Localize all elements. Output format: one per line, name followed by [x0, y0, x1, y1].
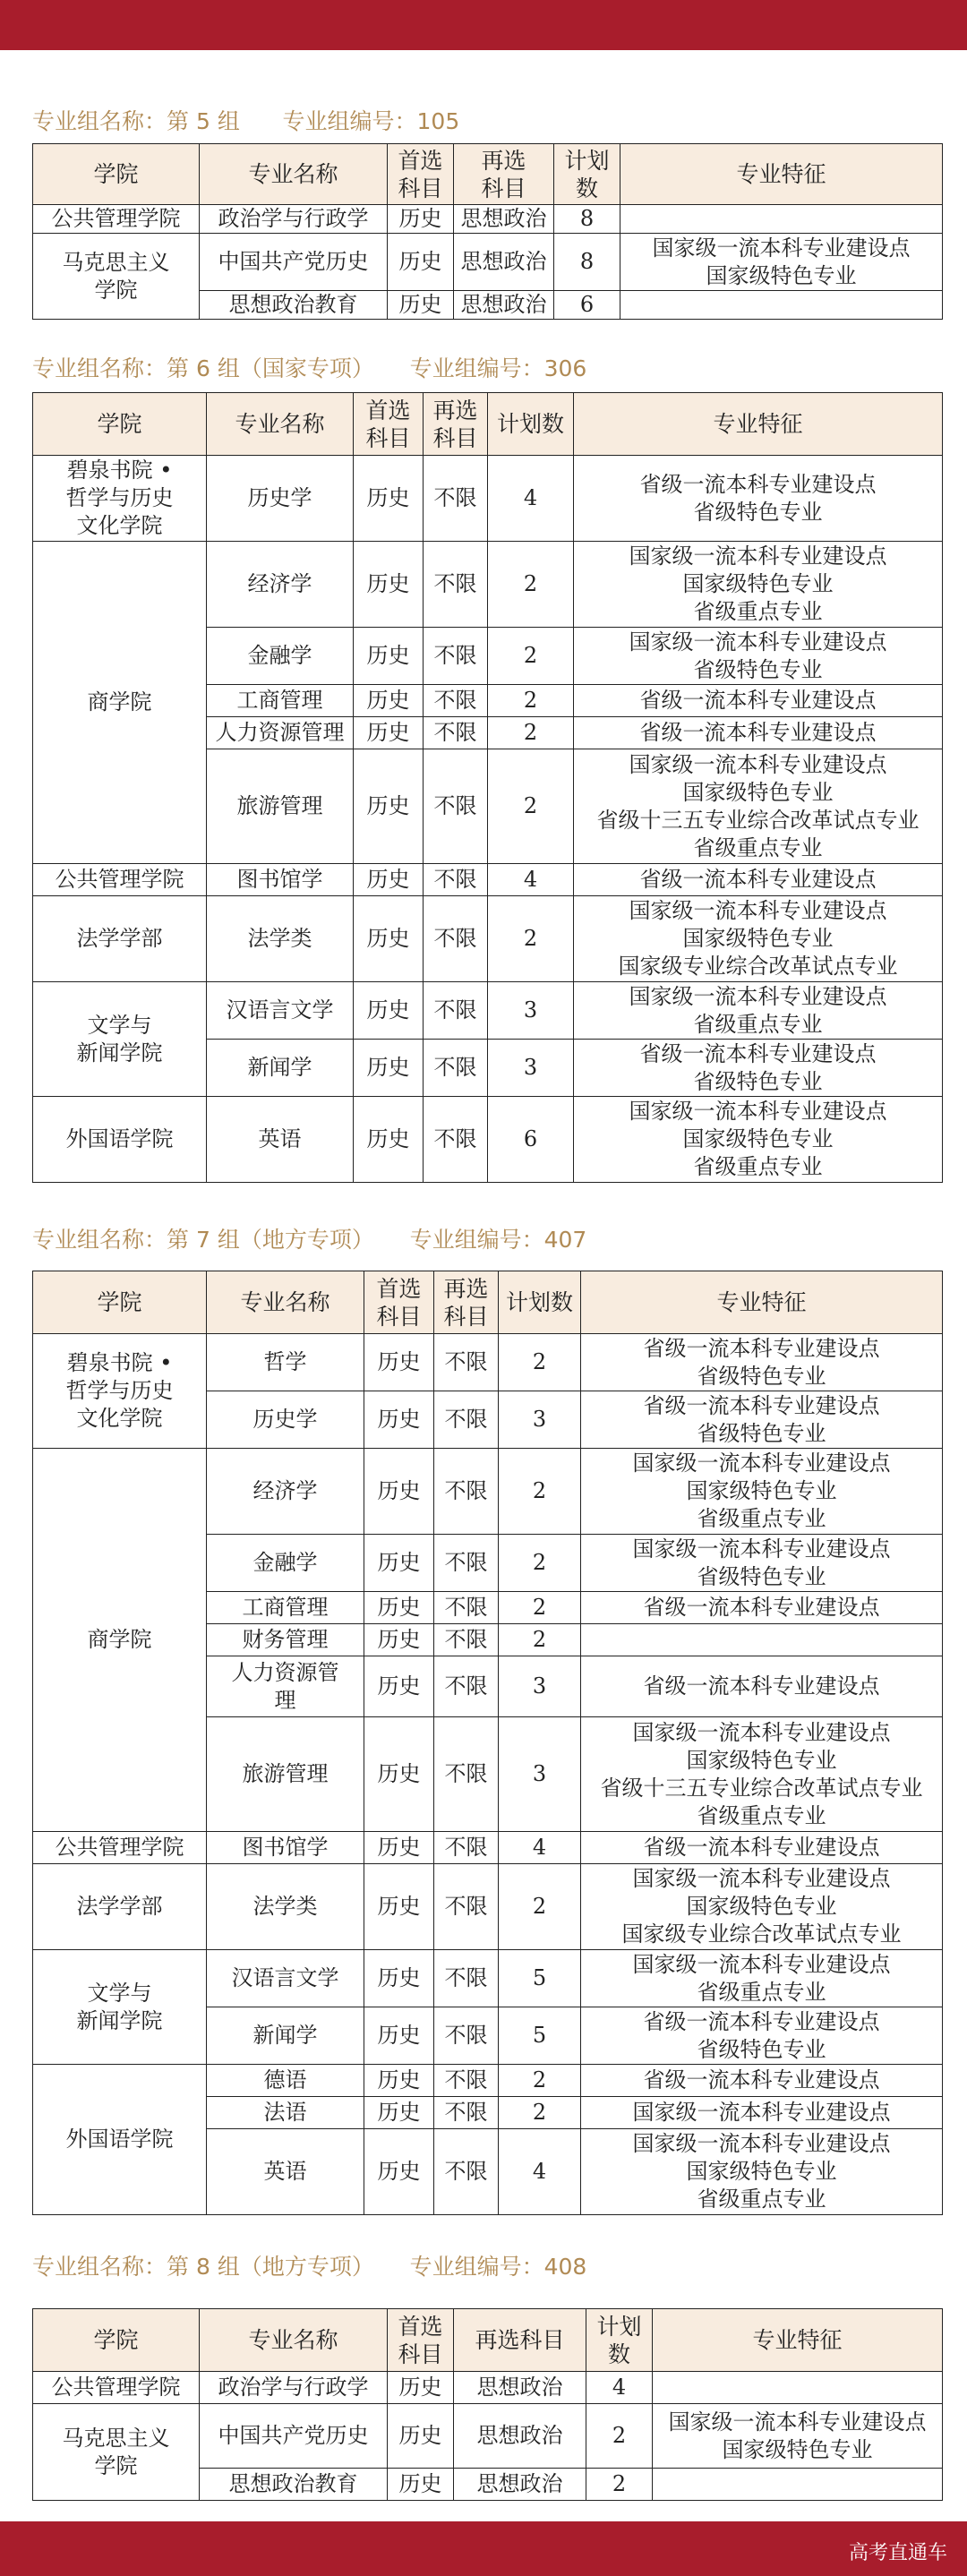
col-major: 专业名称	[200, 144, 388, 205]
table-row	[33, 1449, 943, 1535]
group-7-title: 专业组名称：第 7 组（地方专项） 专业组编号：407	[32, 1227, 587, 1253]
college-cell: 外国语学院	[33, 1097, 207, 1183]
major-cell: 法学类	[207, 896, 354, 982]
second-subject-cell: 思想政治	[454, 291, 554, 320]
first-subject-cell: 历史	[354, 456, 424, 542]
table-row	[33, 1950, 943, 2007]
first-subject-cell: 历史	[364, 1656, 434, 1717]
col-plan: 计划数	[488, 393, 574, 456]
feature-cell: 国家级一流本科专业建设点 国家级特色专业 国家级专业综合改革试点专业	[574, 896, 943, 982]
feature-cell: 省级一流本科专业建设点	[574, 717, 943, 749]
major-cell: 工商管理	[207, 1592, 364, 1624]
second-subject-cell: 不限	[424, 749, 488, 864]
major-cell: 法学类	[207, 1864, 364, 1950]
plan-cell: 3	[499, 1656, 581, 1717]
bottom-banner	[0, 2521, 967, 2576]
second-subject-cell: 思想政治	[454, 2372, 586, 2404]
major-cell: 政治学与行政学	[200, 2372, 388, 2404]
col-major: 专业名称	[207, 1271, 364, 1334]
table-row	[33, 2372, 943, 2404]
footer-brand: 高考直通车	[848, 2542, 947, 2564]
college-cell: 商学院	[33, 1449, 207, 1832]
first-subject-cell: 历史	[388, 2469, 454, 2501]
college-cell: 公共管理学院	[33, 1832, 207, 1864]
major-cell: 德语	[207, 2065, 364, 2097]
col-feature: 专业特征	[574, 393, 943, 456]
first-subject-cell: 历史	[388, 2404, 454, 2469]
college-cell: 文学与 新闻学院	[33, 982, 207, 1097]
second-subject-cell: 不限	[434, 1592, 499, 1624]
second-subject-cell: 不限	[434, 1864, 499, 1950]
col-second-subject: 再选 科目	[434, 1271, 499, 1334]
second-subject-cell: 不限	[424, 1097, 488, 1183]
table-row	[33, 234, 943, 291]
col-first-subject: 首选 科目	[388, 144, 454, 205]
header-row	[33, 1271, 943, 1334]
plan-cell: 3	[488, 982, 574, 1040]
plan-cell: 2	[499, 1449, 581, 1535]
plan-cell: 2	[488, 896, 574, 982]
feature-cell: 省级一流本科专业建设点 省级特色专业	[581, 1334, 943, 1391]
second-subject-cell: 不限	[424, 717, 488, 749]
college-cell: 马克思主义 学院	[33, 2404, 200, 2501]
feature-cell: 国家级一流本科专业建设点 国家级特色专业 省级十三五专业综合改革试点专业 省级重点专业	[574, 749, 943, 864]
first-subject-cell: 历史	[364, 1832, 434, 1864]
second-subject-cell: 不限	[434, 2065, 499, 2097]
major-cell: 人力资源管理	[207, 717, 354, 749]
col-plan: 计划 数	[554, 144, 620, 205]
feature-cell: 国家级一流本科专业建设点 国家级特色专业 省级重点专业	[581, 2129, 943, 2215]
major-cell: 工商管理	[207, 685, 354, 717]
header-row	[33, 144, 943, 205]
plan-cell: 5	[499, 1950, 581, 2007]
feature-cell: 国家级一流本科专业建设点 国家级特色专业 国家级专业综合改革试点专业	[581, 1864, 943, 1950]
first-subject-cell: 历史	[364, 1864, 434, 1950]
feature-cell: 国家级一流本科专业建设点	[581, 2097, 943, 2129]
first-subject-cell: 历史	[364, 1592, 434, 1624]
feature-cell: 省级一流本科专业建设点	[581, 2065, 943, 2097]
second-subject-cell: 不限	[434, 1832, 499, 1864]
table-row	[33, 1864, 943, 1950]
feature-cell: 省级一流本科专业建设点	[574, 864, 943, 896]
group-6-title: 专业组名称：第 6 组（国家专项） 专业组编号：306	[32, 355, 587, 381]
feature-cell: 国家级一流本科专业建设点 国家级特色专业 省级重点专业	[574, 1097, 943, 1183]
first-subject-cell: 历史	[364, 1950, 434, 2007]
feature-cell	[620, 291, 943, 320]
second-subject-cell: 不限	[434, 2129, 499, 2215]
col-first-subject: 首选 科目	[388, 2309, 454, 2372]
second-subject-cell: 不限	[424, 542, 488, 628]
plan-cell: 2	[499, 1864, 581, 1950]
col-plan: 计划数	[499, 1271, 581, 1334]
first-subject-cell: 历史	[354, 982, 424, 1040]
feature-cell: 国家级一流本科专业建设点 国家级特色专业	[620, 234, 943, 291]
feature-cell: 国家级一流本科专业建设点 国家级特色专业 省级十三五专业综合改革试点专业 省级重点专业	[581, 1717, 943, 1832]
plan-cell: 2	[499, 1624, 581, 1656]
first-subject-cell: 历史	[354, 542, 424, 628]
major-cell: 新闻学	[207, 2007, 364, 2065]
college-cell: 公共管理学院	[33, 2372, 200, 2404]
plan-cell: 2	[499, 2065, 581, 2097]
col-second-subject: 再选科目	[454, 2309, 586, 2372]
second-subject-cell: 不限	[434, 1449, 499, 1535]
group-7-table	[32, 1271, 943, 2215]
feature-cell: 省级一流本科专业建设点 省级特色专业	[574, 1040, 943, 1097]
major-cell: 中国共产党历史	[200, 2404, 388, 2469]
table-row	[33, 982, 943, 1040]
feature-cell: 省级一流本科专业建设点	[581, 1656, 943, 1717]
feature-cell: 省级一流本科专业建设点	[574, 685, 943, 717]
first-subject-cell: 历史	[354, 1040, 424, 1097]
col-college: 学院	[33, 1271, 207, 1334]
second-subject-cell: 不限	[434, 1717, 499, 1832]
second-subject-cell: 不限	[434, 1624, 499, 1656]
major-cell: 新闻学	[207, 1040, 354, 1097]
major-cell: 金融学	[207, 1535, 364, 1592]
major-cell: 中国共产党历史	[200, 234, 388, 291]
plan-cell: 8	[554, 205, 620, 234]
feature-cell	[653, 2372, 943, 2404]
plan-cell: 2	[499, 1592, 581, 1624]
first-subject-cell: 历史	[364, 1535, 434, 1592]
second-subject-cell: 不限	[424, 864, 488, 896]
major-cell: 英语	[207, 2129, 364, 2215]
top-banner	[0, 0, 967, 50]
major-cell: 汉语言文学	[207, 982, 354, 1040]
table-row	[33, 2404, 943, 2469]
group-5-table	[32, 143, 943, 320]
major-cell: 历史学	[207, 456, 354, 542]
major-cell: 旅游管理	[207, 1717, 364, 1832]
first-subject-cell: 历史	[364, 2007, 434, 2065]
first-subject-cell: 历史	[354, 685, 424, 717]
plan-cell: 6	[554, 291, 620, 320]
col-feature: 专业特征	[581, 1271, 943, 1334]
feature-cell: 国家级一流本科专业建设点 省级特色专业	[574, 628, 943, 685]
col-college: 学院	[33, 144, 200, 205]
second-subject-cell: 思想政治	[454, 2404, 586, 2469]
college-cell: 法学学部	[33, 896, 207, 982]
major-cell: 思想政治教育	[200, 2469, 388, 2501]
major-cell: 哲学	[207, 1334, 364, 1391]
plan-cell: 2	[499, 2097, 581, 2129]
plan-cell: 2	[586, 2404, 653, 2469]
major-cell: 旅游管理	[207, 749, 354, 864]
plan-cell: 2	[488, 685, 574, 717]
first-subject-cell: 历史	[388, 2372, 454, 2404]
college-cell: 商学院	[33, 542, 207, 864]
plan-cell: 3	[488, 1040, 574, 1097]
first-subject-cell: 历史	[354, 864, 424, 896]
college-cell: 法学学部	[33, 1864, 207, 1950]
second-subject-cell: 不限	[424, 982, 488, 1040]
header-row	[33, 2309, 943, 2372]
college-cell: 公共管理学院	[33, 864, 207, 896]
major-cell: 英语	[207, 1097, 354, 1183]
feature-cell	[653, 2469, 943, 2501]
col-second-subject: 再选 科目	[454, 144, 554, 205]
table-row	[33, 2065, 943, 2097]
first-subject-cell: 历史	[388, 205, 454, 234]
college-cell: 文学与 新闻学院	[33, 1950, 207, 2065]
col-feature: 专业特征	[620, 144, 943, 205]
major-cell: 经济学	[207, 1449, 364, 1535]
college-cell: 公共管理学院	[33, 205, 200, 234]
second-subject-cell: 不限	[434, 1656, 499, 1717]
college-cell: 外国语学院	[33, 2065, 207, 2215]
major-cell: 法语	[207, 2097, 364, 2129]
second-subject-cell: 不限	[434, 1391, 499, 1449]
feature-cell: 国家级一流本科专业建设点 国家级特色专业	[653, 2404, 943, 2469]
major-cell: 汉语言文学	[207, 1950, 364, 2007]
first-subject-cell: 历史	[364, 2129, 434, 2215]
plan-cell: 3	[499, 1391, 581, 1449]
table-row	[33, 864, 943, 896]
table-row	[33, 1334, 943, 1391]
second-subject-cell: 思想政治	[454, 2469, 586, 2501]
table-row	[33, 542, 943, 628]
first-subject-cell: 历史	[354, 896, 424, 982]
college-cell: 马克思主义 学院	[33, 234, 200, 320]
first-subject-cell: 历史	[364, 1624, 434, 1656]
second-subject-cell: 思想政治	[454, 234, 554, 291]
major-cell: 图书馆学	[207, 1832, 364, 1864]
college-cell: 碧泉书院 • 哲学与历史 文化学院	[33, 1334, 207, 1449]
header-row	[33, 393, 943, 456]
second-subject-cell: 不限	[424, 456, 488, 542]
feature-cell: 国家级一流本科专业建设点 国家级特色专业 省级重点专业	[581, 1449, 943, 1535]
second-subject-cell: 不限	[434, 1535, 499, 1592]
first-subject-cell: 历史	[354, 749, 424, 864]
major-cell: 经济学	[207, 542, 354, 628]
col-first-subject: 首选 科目	[354, 393, 424, 456]
plan-cell: 2	[488, 717, 574, 749]
feature-cell: 国家级一流本科专业建设点 省级特色专业	[581, 1535, 943, 1592]
plan-cell: 2	[499, 1535, 581, 1592]
table-row	[33, 1097, 943, 1183]
plan-cell: 4	[499, 2129, 581, 2215]
major-cell: 政治学与行政学	[200, 205, 388, 234]
plan-cell: 2	[488, 749, 574, 864]
col-college: 学院	[33, 393, 207, 456]
table-row	[33, 1832, 943, 1864]
first-subject-cell: 历史	[364, 1334, 434, 1391]
plan-cell: 4	[488, 456, 574, 542]
plan-cell: 2	[488, 542, 574, 628]
first-subject-cell: 历史	[364, 1717, 434, 1832]
second-subject-cell: 不限	[424, 1040, 488, 1097]
major-cell: 金融学	[207, 628, 354, 685]
group-6-table	[32, 392, 943, 1183]
col-plan: 计划 数	[586, 2309, 653, 2372]
feature-cell: 国家级一流本科专业建设点 省级重点专业	[581, 1950, 943, 2007]
first-subject-cell: 历史	[364, 2065, 434, 2097]
second-subject-cell: 不限	[434, 2007, 499, 2065]
feature-cell: 省级一流本科专业建设点 省级特色专业	[574, 456, 943, 542]
feature-cell	[581, 1624, 943, 1656]
plan-cell: 2	[586, 2469, 653, 2501]
group-8-title: 专业组名称：第 8 组（地方专项） 专业组编号：408	[32, 2254, 587, 2280]
first-subject-cell: 历史	[388, 234, 454, 291]
group-8-table	[32, 2308, 943, 2501]
plan-cell: 2	[488, 628, 574, 685]
second-subject-cell: 不限	[434, 1334, 499, 1391]
col-major: 专业名称	[200, 2309, 388, 2372]
plan-cell: 6	[488, 1097, 574, 1183]
first-subject-cell: 历史	[354, 1097, 424, 1183]
major-cell: 人力资源管 理	[207, 1656, 364, 1717]
first-subject-cell: 历史	[354, 628, 424, 685]
col-major: 专业名称	[207, 393, 354, 456]
feature-cell	[620, 205, 943, 234]
first-subject-cell: 历史	[364, 2097, 434, 2129]
second-subject-cell: 不限	[424, 628, 488, 685]
major-cell: 思想政治教育	[200, 291, 388, 320]
feature-cell: 省级一流本科专业建设点	[581, 1832, 943, 1864]
plan-cell: 8	[554, 234, 620, 291]
second-subject-cell: 不限	[424, 685, 488, 717]
major-cell: 财务管理	[207, 1624, 364, 1656]
plan-cell: 4	[586, 2372, 653, 2404]
col-feature: 专业特征	[653, 2309, 943, 2372]
plan-cell: 4	[488, 864, 574, 896]
feature-cell: 省级一流本科专业建设点 省级特色专业	[581, 2007, 943, 2065]
feature-cell: 省级一流本科专业建设点	[581, 1592, 943, 1624]
table-row	[33, 456, 943, 542]
plan-cell: 4	[499, 1832, 581, 1864]
col-first-subject: 首选 科目	[364, 1271, 434, 1334]
major-cell: 图书馆学	[207, 864, 354, 896]
col-college: 学院	[33, 2309, 200, 2372]
feature-cell: 国家级一流本科专业建设点 国家级特色专业 省级重点专业	[574, 542, 943, 628]
second-subject-cell: 不限	[434, 2097, 499, 2129]
college-cell: 碧泉书院 • 哲学与历史 文化学院	[33, 456, 207, 542]
plan-cell: 2	[499, 1334, 581, 1391]
feature-cell: 省级一流本科专业建设点 省级特色专业	[581, 1391, 943, 1449]
first-subject-cell: 历史	[354, 717, 424, 749]
feature-cell: 国家级一流本科专业建设点 省级重点专业	[574, 982, 943, 1040]
second-subject-cell: 思想政治	[454, 205, 554, 234]
group-5-title: 专业组名称：第 5 组 专业组编号：105	[32, 108, 460, 134]
plan-cell: 5	[499, 2007, 581, 2065]
major-cell: 历史学	[207, 1391, 364, 1449]
first-subject-cell: 历史	[364, 1449, 434, 1535]
second-subject-cell: 不限	[434, 1950, 499, 2007]
first-subject-cell: 历史	[364, 1391, 434, 1449]
first-subject-cell: 历史	[388, 291, 454, 320]
table-row	[33, 896, 943, 982]
second-subject-cell: 不限	[424, 896, 488, 982]
table-row	[33, 205, 943, 234]
col-second-subject: 再选 科目	[424, 393, 488, 456]
plan-cell: 3	[499, 1717, 581, 1832]
